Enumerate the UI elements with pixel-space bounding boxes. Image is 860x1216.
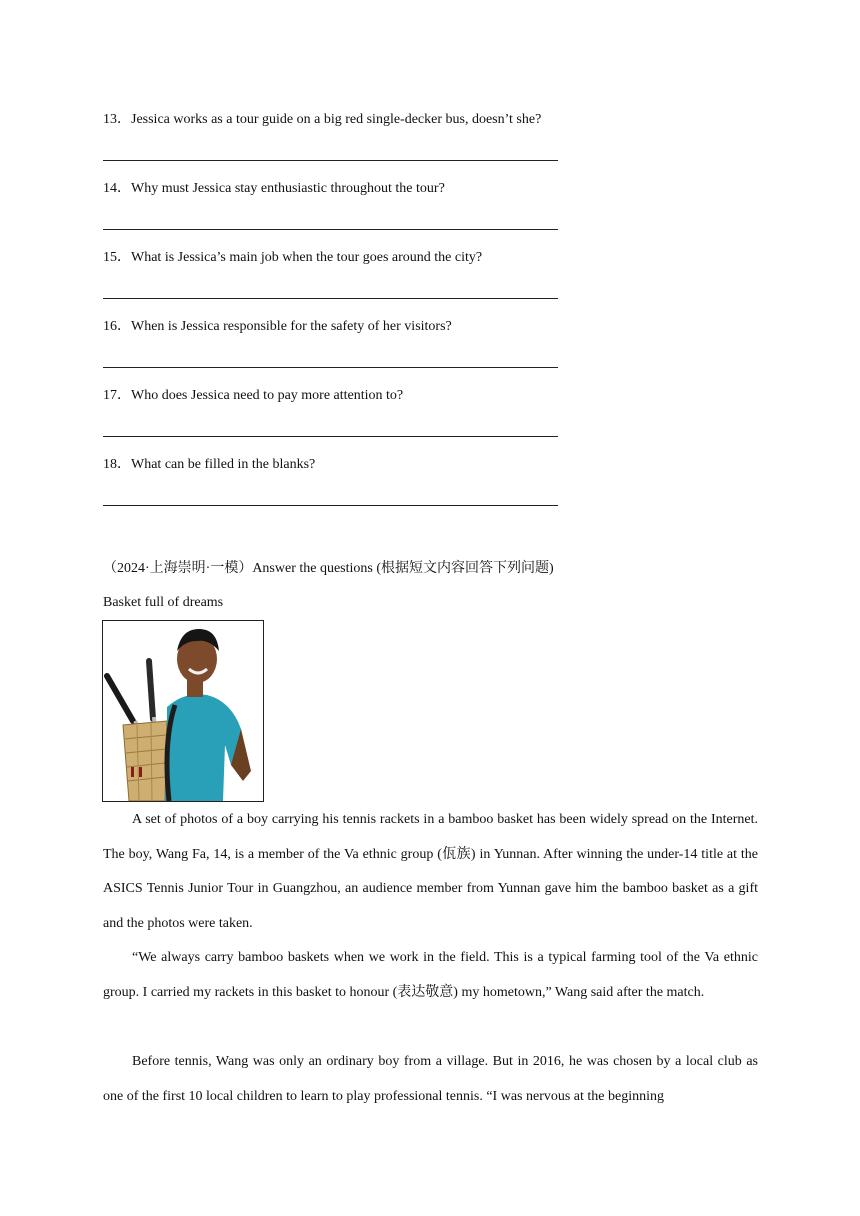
question-number: 18． (103, 457, 131, 472)
answer-line-18[interactable] (103, 505, 558, 506)
answer-line-17[interactable] (103, 436, 558, 437)
paragraph-3: Before tennis, Wang was only an ordinary boy from a village. But in 2016, he was chosen by a local club as one of the first 10 local children to learn to play professional tennis. “I was nervous at the beginning (103, 1054, 758, 1104)
photo-illustration (103, 621, 263, 801)
question-number: 15． (103, 250, 131, 265)
question-text: Why must Jessica stay enthusiastic throughout the tour? (131, 181, 445, 196)
question-number: 13． (103, 112, 131, 127)
bamboo-basket (123, 721, 167, 801)
question-number: 14． (103, 181, 131, 196)
question-14 (103, 180, 445, 198)
section-source: （2024·上海崇明·一模）Answer the questions (根据短文内容回答下列问题) (103, 561, 554, 576)
question-13 (103, 111, 541, 129)
question-text: Jessica works as a tour guide on a big red single-decker bus, doesn’t she? (131, 112, 542, 127)
answer-line-14[interactable] (103, 229, 558, 230)
question-text: What can be filled in the blanks? (131, 457, 316, 472)
question-17 (103, 387, 403, 405)
question-18 (103, 456, 315, 474)
paragraph-2: “We always carry bamboo baskets when we work in the field. This is a typical farming tool of the Va ethnic group. I carried my rackets in this basket to honour (表达敬意) my hometown,” Wang said after the match. (103, 950, 758, 1000)
question-text: What is Jessica’s main job when the tour goes around the city? (131, 250, 483, 265)
question-text: Who does Jessica need to pay more attention to? (131, 388, 404, 403)
question-15 (103, 249, 482, 267)
boy-with-basket-photo (102, 620, 264, 802)
answer-line-16[interactable] (103, 367, 558, 368)
answer-line-13[interactable] (103, 160, 558, 161)
question-16 (103, 318, 452, 336)
question-number: 17． (103, 388, 131, 403)
answer-line-15[interactable] (103, 298, 558, 299)
question-number: 16． (103, 319, 131, 334)
paragraph-1: A set of photos of a boy carrying his tennis rackets in a bamboo basket has been widely spread on the Internet. The boy, Wang Fa, 14, is a member of the Va ethnic group (佤族) in Yunnan. After winning the under-14 title at the ASICS Tennis Junior Tour in Guangzhou, an audience member from Yunnan gave him the bamboo basket as a gift and the photos were taken. (103, 812, 758, 931)
question-text: When is Jessica responsible for the safety of her visitors? (131, 319, 452, 334)
passage-title: Basket full of dreams (103, 595, 224, 610)
